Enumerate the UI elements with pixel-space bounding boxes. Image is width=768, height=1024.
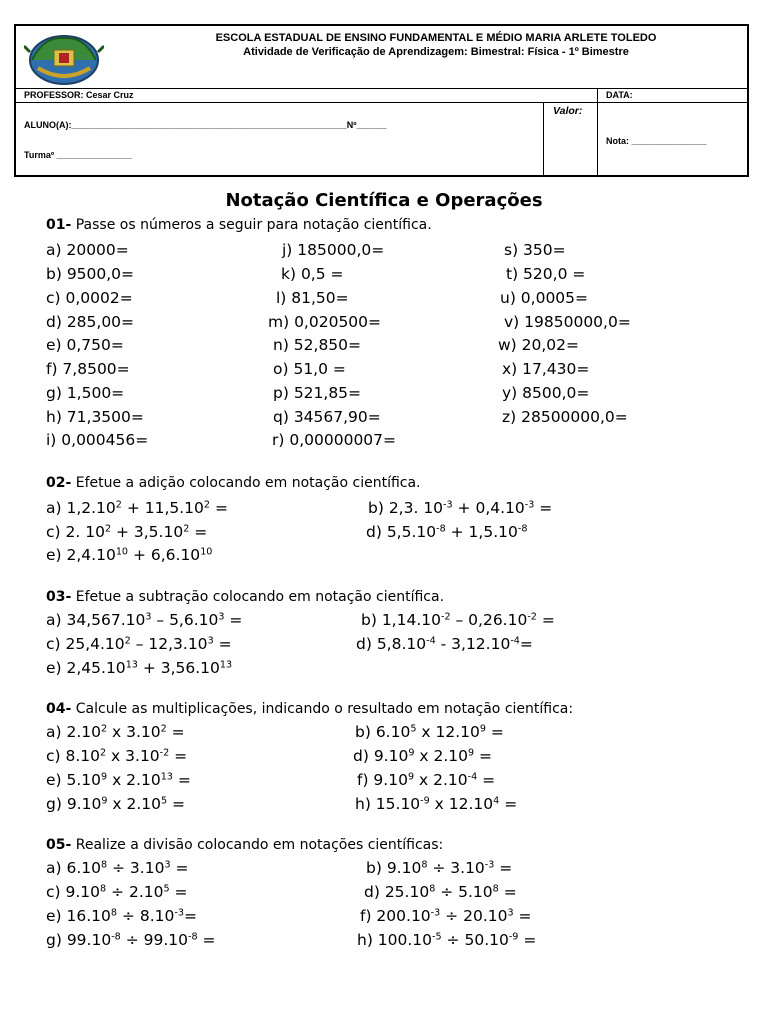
exercise-item: s) 350= — [504, 241, 566, 259]
exercise-item: a) $1,2.10^2 + 11,5.10^2$ = — [46, 499, 228, 517]
exponent: 13 — [125, 659, 138, 671]
exercise-item: b) 9500,0= — [46, 265, 135, 283]
exponent: -2 — [527, 611, 537, 623]
exercise-item: f) 7,8500= — [46, 360, 130, 378]
exercise-item: e) $16.10^8 \div 8.10^{-3}=$ — [46, 907, 197, 925]
exponent: 2 — [115, 499, 122, 511]
question-number: 01- — [46, 217, 72, 233]
exponent: 2 — [100, 747, 107, 759]
exponent: -8 — [187, 931, 198, 943]
exponent: -4 — [426, 635, 436, 647]
school-name: ESCOLA ESTADUAL DE ENSINO FUNDAMENTAL E MÉDIO MARIA ARLETE TOLEDO — [215, 32, 657, 44]
exercise-item: g) $99.10^{-8} \div 99.10^{-8}$ = — [46, 931, 216, 949]
exponent: 2 — [183, 523, 190, 535]
exercise-item: g) 9.10$^9$ x $2.10^5$ = — [46, 795, 186, 813]
exercise-item: w) 20,02= — [498, 336, 580, 354]
question-text: Passe os números a seguir para notação científica. — [71, 217, 432, 233]
exercise-item: l) 81,50= — [276, 289, 349, 307]
exercise-item: a) $6.10^8 \div 3.10^3$ = — [46, 859, 189, 877]
exponent: -8 — [517, 523, 528, 535]
exponent: 8 — [100, 883, 107, 895]
exercise-item: b) 2,3. $10^{-3} + 0,4.10^{-3}$ = — [368, 499, 553, 517]
question-1-heading — [46, 217, 432, 233]
header-divider — [543, 102, 544, 177]
exercise-item: b) 6.10$^5$ x $12.10^9$ = — [355, 723, 504, 741]
exercise-item: j) 185000,0= — [282, 241, 385, 259]
exponent: 5 — [410, 723, 417, 735]
exponent: 5 — [163, 883, 170, 895]
exponent: 10 — [200, 546, 213, 558]
question-text: Efetue a subtração colocando em notação científica. — [71, 589, 445, 605]
exercise-item: r) 0,00000007= — [272, 431, 397, 449]
exponent: 3 — [207, 635, 214, 647]
exercise-item: n) 52,850= — [273, 336, 362, 354]
question-4-heading — [46, 701, 573, 717]
exercise-item: h) 71,3500= — [46, 408, 144, 426]
header-divider — [16, 88, 747, 89]
exponent: -3 — [443, 499, 453, 511]
exercise-item: e) 5.10$^9$ x $2.10^{13}$ = — [46, 771, 191, 789]
header-divider — [597, 88, 598, 177]
question-3-heading — [46, 589, 444, 605]
professor-label: PROFESSOR: Cesar Cruz — [24, 90, 134, 100]
exponent: -8 — [111, 931, 121, 943]
question-text: Calcule as multiplicações, indicando o resultado em notação científica: — [71, 701, 574, 717]
exponent: 8 — [492, 883, 499, 895]
exponent: -2 — [159, 747, 170, 759]
grade-field: Nota: _______________ — [606, 136, 707, 146]
exercise-item: i) 0,000456= — [46, 431, 149, 449]
exponent: 8 — [429, 883, 436, 895]
exercise-item: e) $2,4.10^{10} + 6,6.10^{10}$ — [46, 546, 213, 564]
exponent: 3 — [218, 611, 225, 623]
exponent: -9 — [508, 931, 519, 943]
exercise-item: d) 9.10$^9$ x $2.10^9$ = — [353, 747, 493, 765]
question-number: 02- — [46, 475, 72, 491]
exercise-item: d) $5,5.10^{-8} + 1,5.10^{-8}$ — [366, 523, 528, 541]
exponent: -4 — [467, 771, 478, 783]
exponent: -8 — [436, 523, 446, 535]
school-logo — [24, 30, 104, 88]
date-label: DATA: — [606, 90, 633, 100]
exercise-item: c) 2. $10^2 + 3,5.10^2$ = — [46, 523, 208, 541]
exponent: 9 — [407, 771, 415, 783]
question-5-heading — [46, 837, 443, 853]
exponent: 3 — [507, 907, 514, 919]
exercise-item: v) 19850000,0= — [504, 313, 631, 331]
exercise-item: g) 1,500= — [46, 384, 125, 402]
exponent: 8 — [110, 907, 117, 919]
exercise-item: h) $15.10^{-9}$ x $12.10^4$ = — [355, 795, 518, 813]
exponent: 2 — [124, 635, 131, 647]
exponent: -3 — [430, 907, 441, 919]
exponent: 3 — [145, 611, 152, 623]
class-field: Turmaº _______________ — [24, 150, 132, 160]
exercise-item: b) $9.10^8 \div 3.10^{-3}$ = — [366, 859, 513, 877]
header-table — [14, 24, 749, 177]
exponent: 9 — [101, 771, 108, 783]
exponent: -5 — [432, 931, 442, 943]
exercise-item: h) $100.10^{-5} \div 50.10^{-9}$ = — [357, 931, 537, 949]
exercise-item: c) $25,4.10^2 - 12,3.10^3$ = — [46, 635, 232, 653]
exercise-item: f) $200.10^{-3} \div 20.10^3$ = — [360, 907, 532, 925]
exponent: 8 — [421, 859, 428, 871]
exponent: -3 — [484, 859, 495, 871]
exponent: -3 — [524, 499, 535, 511]
question-text: Realize a divisão colocando em notações científicas: — [71, 837, 444, 853]
exponent: -3 — [174, 907, 184, 919]
exponent: 9 — [479, 723, 486, 735]
exponent: 13 — [160, 771, 173, 783]
exponent: 2 — [203, 499, 211, 511]
exponent: 2 — [100, 723, 108, 735]
exponent: 8 — [100, 859, 108, 871]
exponent: 9 — [467, 747, 475, 759]
exercise-item: m) 0,020500= — [268, 313, 382, 331]
activity-title: Atividade de Verificação de Aprendizagem: Bimestral: Física - 1º Bimestre — [243, 46, 629, 58]
question-text: Efetue a adição colocando em notação científica. — [71, 475, 421, 491]
exercise-item: d) $25.10^8 \div 5.10^8$ = — [364, 883, 517, 901]
exercise-item: u) 0,0005= — [500, 289, 589, 307]
exercise-item: b) $1,14.10^{-2} - 0,26.10^{-2}$ = — [361, 611, 555, 629]
exponent: 9 — [408, 747, 415, 759]
exponent: 3 — [164, 859, 171, 871]
exercise-item: a) 2.10$^2$ x $3.10^2$ = — [46, 723, 185, 741]
exercise-item: e) 0,750= — [46, 336, 124, 354]
exponent: 10 — [115, 546, 129, 558]
exponent: -2 — [440, 611, 451, 623]
exponent: 4 — [493, 795, 500, 807]
exercise-item: t) 520,0 = — [506, 265, 586, 283]
question-number: 03- — [46, 589, 72, 605]
exponent: 2 — [104, 523, 112, 535]
question-2-heading — [46, 475, 421, 491]
exercise-item: d) 285,00= — [46, 313, 135, 331]
student-field: ALUNO(A):_______________________________________________________Nº______ — [24, 120, 387, 130]
exponent: -4 — [510, 635, 520, 647]
exercise-item: x) 17,430= — [502, 360, 590, 378]
exponent: 13 — [219, 659, 233, 671]
exponent: 9 — [101, 795, 108, 807]
exercise-item: a) $34,567.10^3 - 5,6.10^3$ = — [46, 611, 243, 629]
exercise-item: c) $9.10^8 \div 2.10^5$ = — [46, 883, 188, 901]
page-title: Notação Científica e Operações — [225, 190, 543, 211]
value-label: Valor: — [553, 105, 583, 117]
exercise-item: c) 0,0002= — [46, 289, 133, 307]
exercise-item: d) $5,8.10^{-4} - 3,12.10^{-4}=$ — [356, 635, 533, 653]
question-number: 05- — [46, 837, 72, 853]
exercise-item: p) 521,85= — [273, 384, 362, 402]
exercise-item: q) 34567,90= — [273, 408, 381, 426]
exponent: -9 — [420, 795, 430, 807]
exercise-item: e) $2,45.10^{13} + 3,56.10^{13}$ — [46, 659, 233, 677]
exponent: 2 — [160, 723, 167, 735]
header-divider — [16, 102, 747, 103]
exercise-item: z) 28500000,0= — [502, 408, 628, 426]
exercise-item: y) 8500,0= — [502, 384, 590, 402]
exercise-item: c) 8.10$^2$ x $3.10^{-2}$ = — [46, 747, 188, 765]
exercise-item: f) 9.10$^9$ x $2.10^{-4}$ = — [357, 771, 496, 789]
exercise-item: o) 51,0 = — [273, 360, 346, 378]
exercise-item: a) 20000= — [46, 241, 129, 259]
question-number: 04- — [46, 701, 72, 717]
exponent: 5 — [160, 795, 168, 807]
exercise-item: k) 0,5 = — [281, 265, 344, 283]
